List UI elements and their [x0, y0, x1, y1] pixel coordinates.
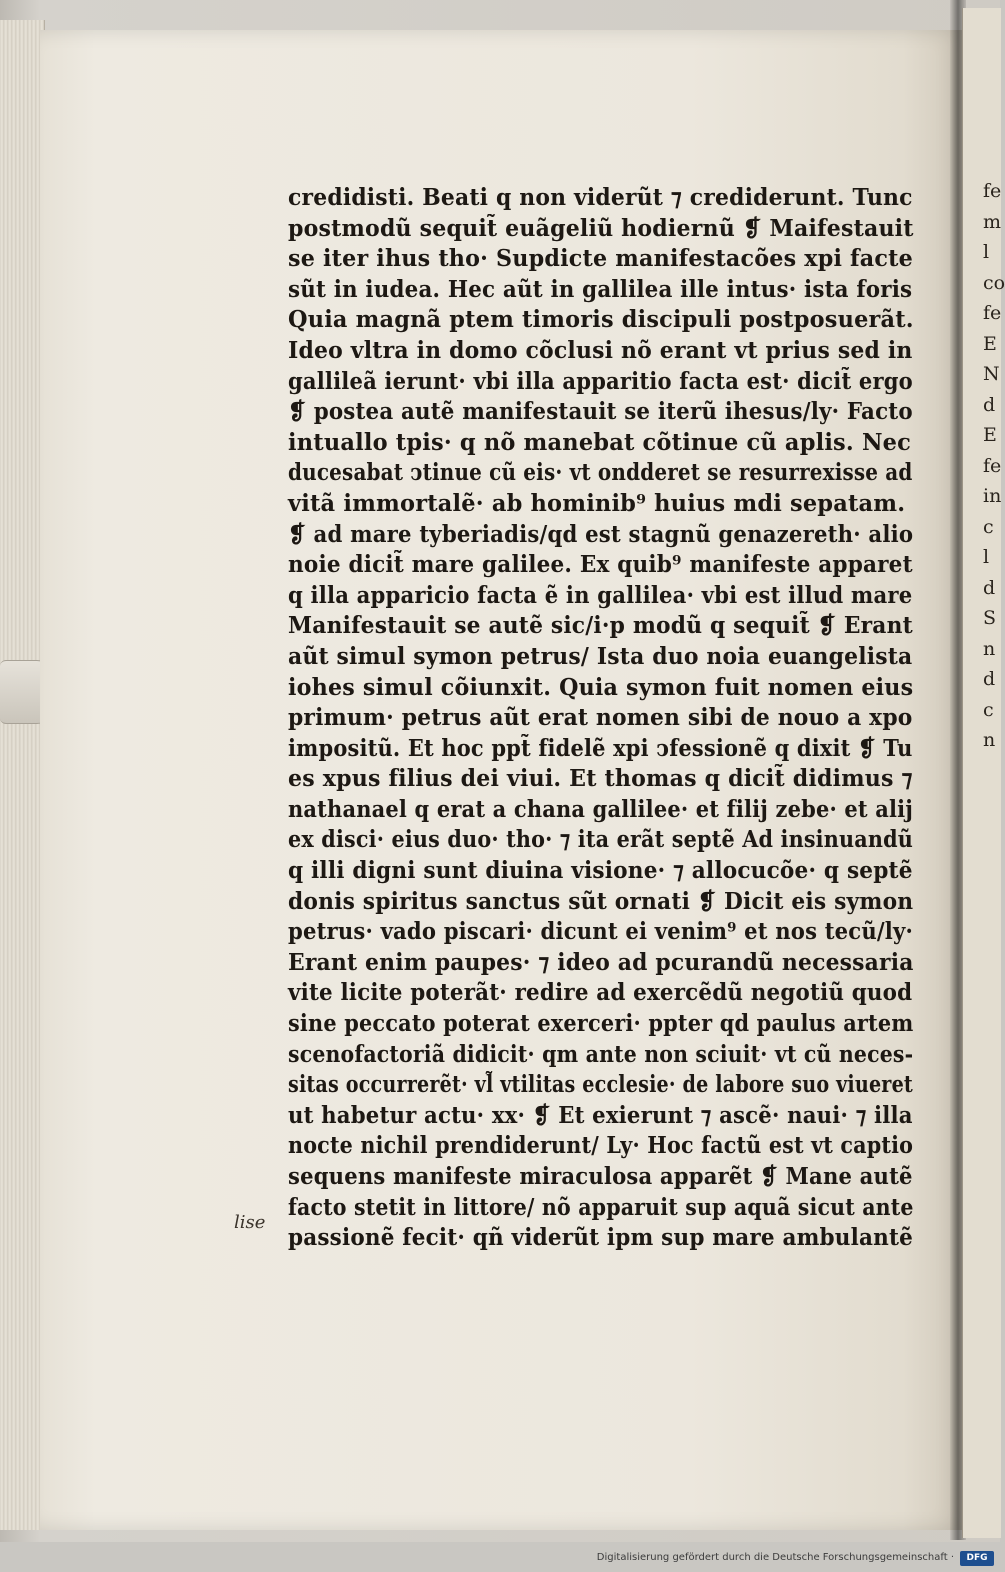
- text-line: iohes simul cõiunxit. Quia symon fuit nomen eius: [288, 673, 914, 701]
- text-line: ducesabat ↄtinue cũ eis· vt ondderet se resurrexisse ad: [288, 459, 913, 487]
- text-line: ex disci· eius duo· tho· ⁊ ita erãt septẽ Ad insinuandũ: [288, 826, 913, 854]
- text-line: credidisti. Beati q non viderũt ⁊ crediderunt. Tunc: [288, 184, 913, 211]
- text-line: scenofactoriã didicit· qm ante non sciuit· vt cũ neces-: [288, 1040, 914, 1068]
- text-line: nathanael q erat a chana gallilee· et filij zebe· et alij: [288, 795, 914, 823]
- text-line: Quia magnã ptem timoris discipuli postposuerãt.: [288, 306, 914, 334]
- dfg-logo-icon: DFG: [960, 1551, 994, 1566]
- text-line: donis spiritus sanctus sũt ornati ❡ Dicit eis symon: [288, 887, 914, 915]
- text-line: postmodũ sequit̃ euãgeliũ hodiernũ ❡ Maifestauit: [288, 214, 914, 242]
- text-line: Manifestauit se autẽ sic/i·p modũ q sequit̃ ❡ Erant: [288, 612, 913, 640]
- next-page-edge: [962, 8, 1005, 1538]
- text-line: Erant enim paupes· ⁊ ideo ad pcurandũ necessaria: [288, 948, 914, 976]
- marginal-note: lise: [234, 1212, 266, 1233]
- text-line: ❡ postea autẽ manifestauit se iterũ ihesus/ly· Facto: [288, 398, 913, 426]
- text-line: facto stetit in littore/ nõ apparuit sup aquã sicut ante: [288, 1193, 914, 1221]
- text-line: gallileã ierunt· vbi illa apparitio facta est· dicit̃ ergo: [288, 367, 913, 395]
- text-line: Ideo vltra in domo cõclusi nõ erant vt prius sed in: [288, 336, 913, 364]
- text-line: ❡ ad mare tyberiadis/qd est stagnũ genazereth· alio: [288, 520, 914, 548]
- next-page-text-fragment: fe m l co fe E N d E fe in c l d S n d c n: [983, 180, 1005, 751]
- text-line: sequens manifeste miraculosa apparẽt ❡ Mane autẽ: [288, 1163, 913, 1190]
- text-line: es xpus filius dei viui. Et thomas q dicit̃ didimus ⁊: [288, 765, 913, 793]
- left-page-edges: [0, 20, 45, 1530]
- text-line: aũt simul symon petrus/ Ista duo noia euangelista: [288, 642, 913, 670]
- text-line: vitã immortalẽ· ab hominib⁹ huius mdi sepatam.: [288, 489, 906, 517]
- text-line: primum· petrus aũt erat nomen sibi de nouo a xpo: [288, 704, 913, 732]
- text-line: petrus· vado piscari· dicunt ei venim⁹ et nos tecũ/ly·: [288, 918, 914, 946]
- text-line: sitas occurrerẽt· vl̃ vtilitas ecclesie· de labore suo viueret: [288, 1071, 913, 1099]
- text-line: q illa apparicio facta ẽ in gallilea· vbi est illud mare: [288, 581, 913, 609]
- text-line: intuallo tpis· q nõ manebat cõtinue cũ aplis. Nec: [288, 428, 912, 456]
- funding-credit: Digitalisierung gefördert durch die Deutsche Forschungsgemeinschaft ·: [596, 1552, 954, 1563]
- text-line: se iter ihus tho· Supdicte manifestacões xpi facte: [288, 245, 913, 273]
- text-line: impositũ. Et hoc ppt̃ fidelẽ xpi ↄfessionẽ q dixit ❡ Tu: [288, 734, 913, 762]
- text-line: sine peccato poterat exerceri· ppter qd paulus artem: [288, 1010, 914, 1038]
- text-line: q illi digni sunt diuina visione· ⁊ allocucõe· q septẽ: [288, 857, 913, 885]
- text-line: passionẽ fecit· qñ viderũt ipm sup mare ambulantẽ: [288, 1224, 913, 1252]
- text-line: nocte nichil prendiderunt/ Ly· Hoc factũ est vt captio: [288, 1132, 914, 1160]
- text-line: sũt in iudea. Hec aũt in gallilea ille intus· ista foris: [288, 275, 913, 303]
- footer-bar: [0, 1542, 1000, 1572]
- text-line: noie dicit̃ mare galilee. Ex quib⁹ manifeste apparet: [288, 551, 913, 579]
- text-line: vite licite poterãt· redire ad exercẽdũ negotiũ quod: [288, 979, 913, 1007]
- text-line: ut habetur actu· xx· ❡ Et exierunt ⁊ ascẽ· naui· ⁊ illa: [288, 1101, 913, 1129]
- text-column: [288, 183, 928, 1254]
